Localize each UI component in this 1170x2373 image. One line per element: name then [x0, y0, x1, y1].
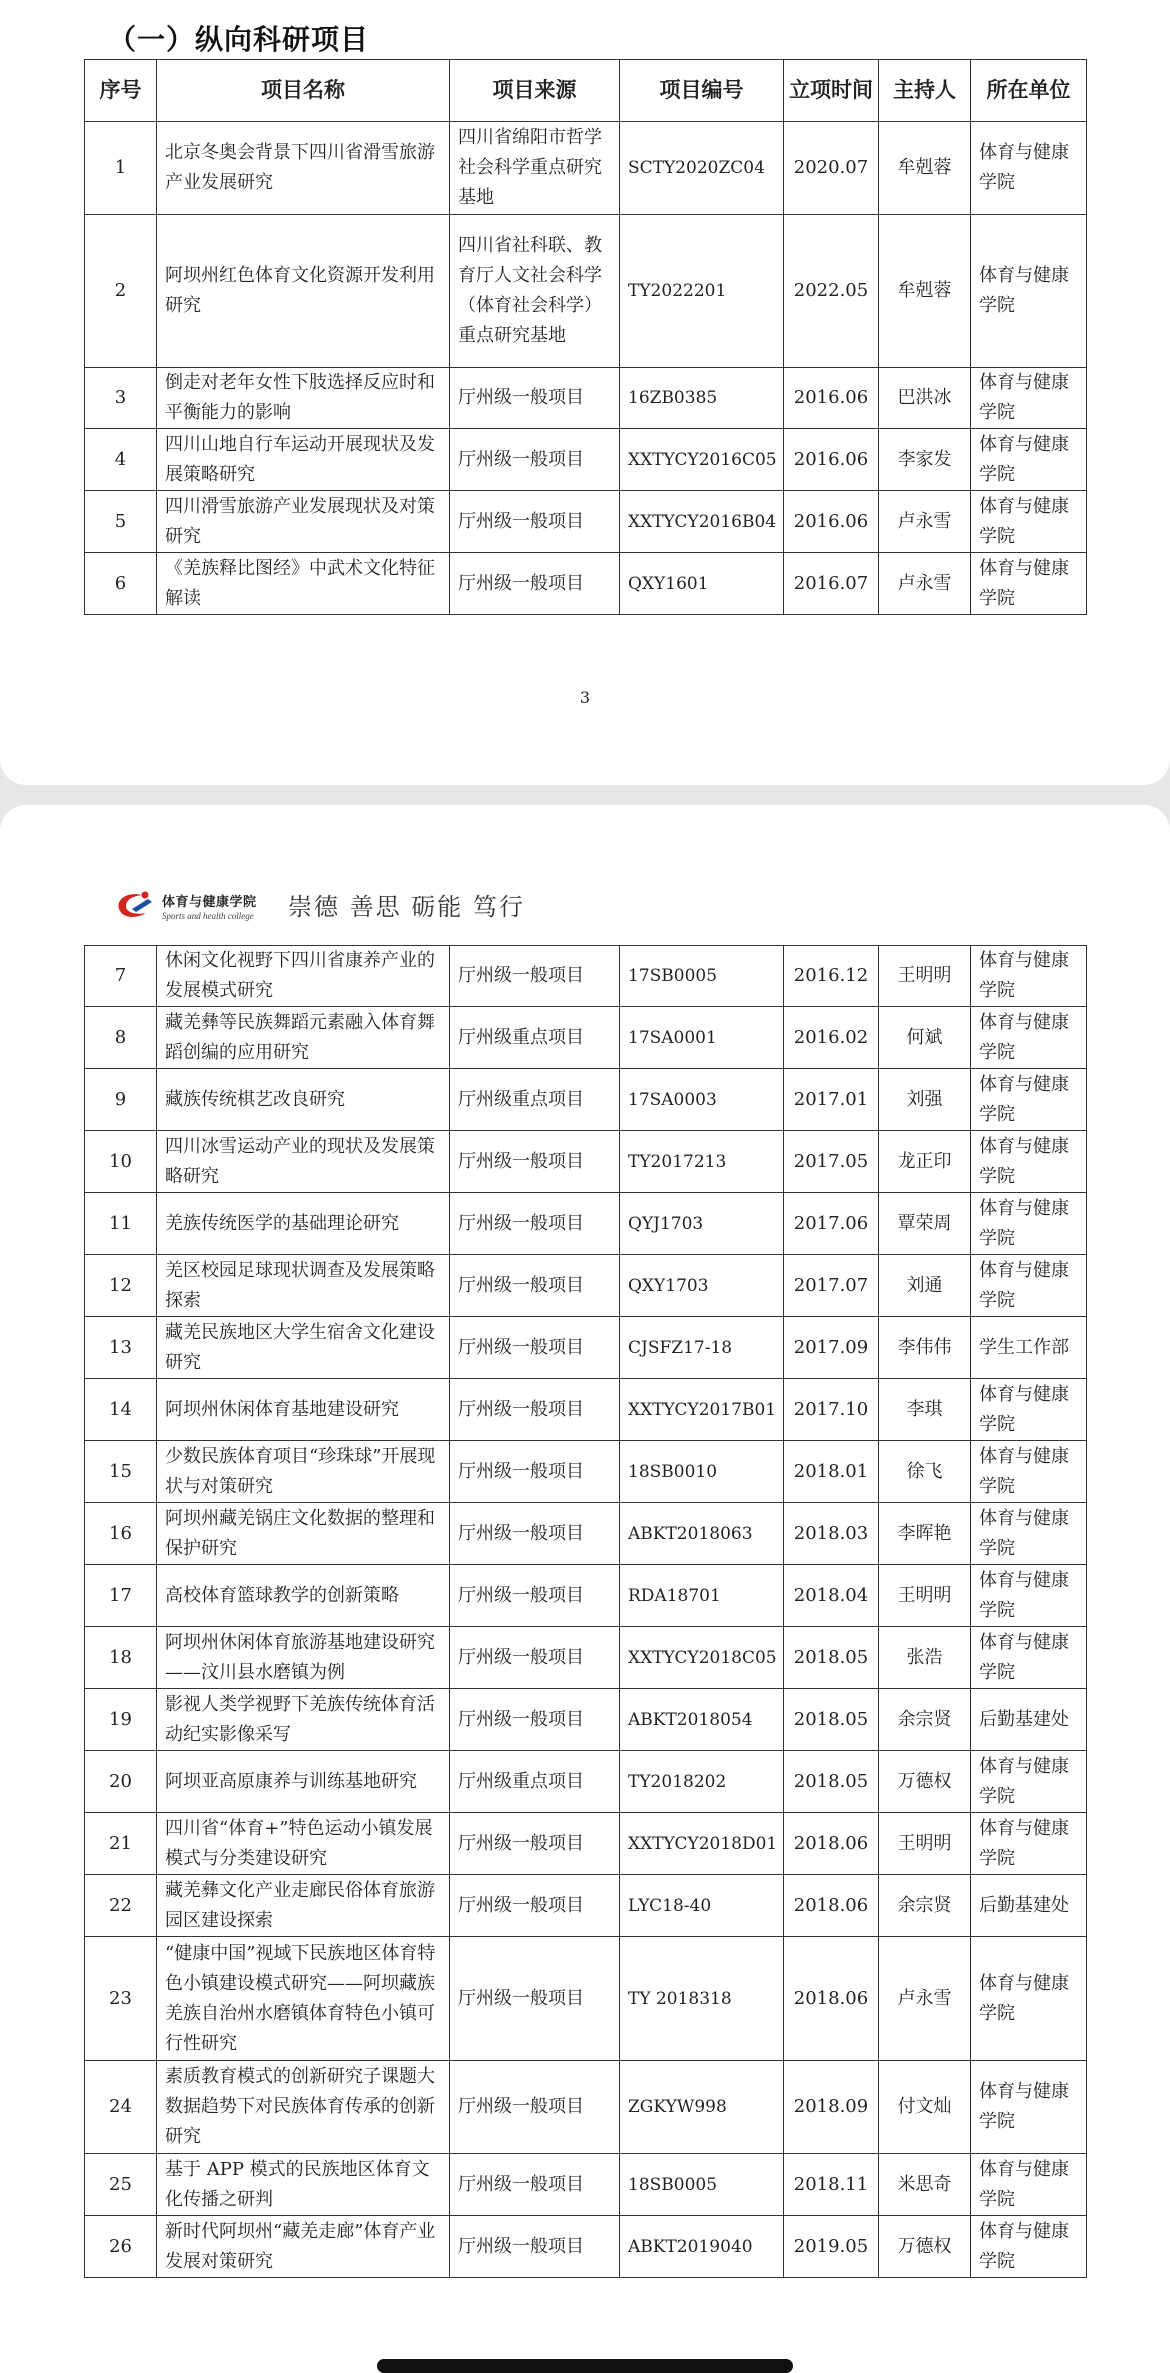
cell-project-name: 阿坝州休闲体育基地建设研究 [157, 1379, 450, 1441]
cell-date: 2019.05 [784, 2216, 879, 2278]
document-page-2 [0, 805, 1170, 2373]
cell-unit: 体育与健康学院 [971, 553, 1087, 615]
cell-host: 卢永雪 [879, 491, 971, 553]
cell-date: 2017.05 [784, 1131, 879, 1193]
cell-no: 25 [85, 2154, 157, 2216]
cell-unit: 体育与健康学院 [971, 1565, 1087, 1627]
cell-unit: 体育与健康学院 [971, 1255, 1087, 1317]
cell-unit: 体育与健康学院 [971, 2061, 1087, 2154]
cell-no: 15 [85, 1441, 157, 1503]
cell-code: TY2017213 [620, 1131, 784, 1193]
cell-project-name: 四川山地自行车运动开展现状及发展策略研究 [157, 429, 450, 491]
cell-no: 21 [85, 1813, 157, 1875]
cell-host: 王明明 [879, 1565, 971, 1627]
table-row [85, 1813, 1087, 1875]
cell-no: 5 [85, 491, 157, 553]
cell-project-name: 藏族传统棋艺改良研究 [157, 1069, 450, 1131]
cell-unit: 体育与健康学院 [971, 1937, 1087, 2061]
cell-source: 厅州级一般项目 [450, 2154, 620, 2216]
table-row [85, 429, 1087, 491]
cell-host: 卢永雪 [879, 1937, 971, 2061]
cell-code: TY2018202 [620, 1751, 784, 1813]
cell-host: 徐飞 [879, 1441, 971, 1503]
cell-no: 26 [85, 2216, 157, 2278]
cell-project-name: 少数民族体育项目“珍珠球”开展现状与对策研究 [157, 1441, 450, 1503]
cell-code: XXTYCY2018C05 [620, 1627, 784, 1689]
cell-unit: 体育与健康学院 [971, 215, 1087, 368]
cell-project-name: 阿坝亚高原康养与训练基地研究 [157, 1751, 450, 1813]
header-name: 项目名称 [157, 60, 450, 122]
cell-code: ABKT2018054 [620, 1689, 784, 1751]
header-source: 项目来源 [450, 60, 620, 122]
cell-project-name: 藏羌彝文化产业走廊民俗体育旅游园区建设探索 [157, 1875, 450, 1937]
cell-host: 刘强 [879, 1069, 971, 1131]
cell-no: 17 [85, 1565, 157, 1627]
cell-date: 2018.05 [784, 1689, 879, 1751]
cell-code: TY 2018318 [620, 1937, 784, 2061]
cell-no: 8 [85, 1007, 157, 1069]
cell-project-name: 北京冬奥会背景下四川省滑雪旅游产业发展研究 [157, 122, 450, 215]
home-indicator[interactable] [377, 2359, 793, 2373]
cell-source: 厅州级一般项目 [450, 429, 620, 491]
cell-date: 2017.10 [784, 1379, 879, 1441]
cell-source: 厅州级一般项目 [450, 491, 620, 553]
cell-host: 牟剋蓉 [879, 122, 971, 215]
cell-project-name: 羌族传统医学的基础理论研究 [157, 1193, 450, 1255]
cell-project-name: 倒走对老年女性下肢选择反应时和平衡能力的影响 [157, 368, 450, 429]
cell-unit: 体育与健康学院 [971, 2216, 1087, 2278]
cell-host: 张浩 [879, 1627, 971, 1689]
table-row [85, 1317, 1087, 1379]
cell-no: 3 [85, 368, 157, 429]
cell-unit: 体育与健康学院 [971, 1441, 1087, 1503]
cell-code: 16ZB0385 [620, 368, 784, 429]
table-row [85, 368, 1087, 429]
cell-project-name: 阿坝州休闲体育旅游基地建设研究——汶川县水磨镇为例 [157, 1627, 450, 1689]
cell-unit: 体育与健康学院 [971, 1503, 1087, 1565]
cell-code: ABKT2018063 [620, 1503, 784, 1565]
cell-host: 余宗贤 [879, 1875, 971, 1937]
cell-source: 厅州级一般项目 [450, 1317, 620, 1379]
cell-unit: 体育与健康学院 [971, 1131, 1087, 1193]
table-row [85, 2216, 1087, 2278]
header-code: 项目编号 [620, 60, 784, 122]
section-title: （一）纵向科研项目 [108, 23, 370, 56]
table-row [85, 1255, 1087, 1317]
cell-source: 厅州级一般项目 [450, 1875, 620, 1937]
cell-project-name: 新时代阿坝州“藏羌走廊”体育产业发展对策研究 [157, 2216, 450, 2278]
cell-code: TY2022201 [620, 215, 784, 368]
cell-no: 19 [85, 1689, 157, 1751]
table-row [85, 1937, 1087, 2061]
college-motto: 崇德 善思 砺能 笃行 [288, 893, 525, 921]
table-row [85, 1689, 1087, 1751]
cell-code: RDA18701 [620, 1565, 784, 1627]
cell-code: 17SA0001 [620, 1007, 784, 1069]
cell-host: 万德权 [879, 2216, 971, 2278]
cell-no: 24 [85, 2061, 157, 2154]
cell-code: QYJ1703 [620, 1193, 784, 1255]
cell-project-name: 四川省“体育+”特色运动小镇发展模式与分类建设研究 [157, 1813, 450, 1875]
table-row [85, 1751, 1087, 1813]
cell-source: 厅州级一般项目 [450, 1627, 620, 1689]
table-row [85, 1503, 1087, 1565]
cell-no: 4 [85, 429, 157, 491]
cell-unit: 学生工作部 [971, 1317, 1087, 1379]
cell-source: 厅州级一般项目 [450, 1193, 620, 1255]
cell-project-name: 四川滑雪旅游产业发展现状及对策研究 [157, 491, 450, 553]
cell-project-name: 四川冰雪运动产业的现状及发展策略研究 [157, 1131, 450, 1193]
cell-source: 厅州级一般项目 [450, 1565, 620, 1627]
cell-host: 王明明 [879, 1813, 971, 1875]
cell-code: QXY1703 [620, 1255, 784, 1317]
header-no: 序号 [85, 60, 157, 122]
cell-no: 1 [85, 122, 157, 215]
college-logo-text [162, 891, 257, 921]
cell-date: 2018.11 [784, 2154, 879, 2216]
cell-source: 厅州级一般项目 [450, 1503, 620, 1565]
cell-source: 厅州级一般项目 [450, 1255, 620, 1317]
table-row [85, 1627, 1087, 1689]
cell-code: XXTYCY2016C05 [620, 429, 784, 491]
cell-no: 13 [85, 1317, 157, 1379]
cell-date: 2016.07 [784, 553, 879, 615]
cell-project-name: 阿坝州红色体育文化资源开发利用研究 [157, 215, 450, 368]
cell-source: 厅州级重点项目 [450, 1007, 620, 1069]
cell-project-name: 《羌族释比图经》中武术文化特征解读 [157, 553, 450, 615]
table-row [85, 1565, 1087, 1627]
cell-project-name: “健康中国”视域下民族地区体育特色小镇建设模式研究——阿坝藏族羌族自治州水磨镇体育特色小镇可行性研究 [157, 1937, 450, 2061]
table-row [85, 1875, 1087, 1937]
cell-date: 2017.07 [784, 1255, 879, 1317]
cell-project-name: 藏羌彝等民族舞蹈元素融入体育舞蹈创编的应用研究 [157, 1007, 450, 1069]
cell-source: 厅州级一般项目 [450, 1379, 620, 1441]
cell-unit: 体育与健康学院 [971, 1627, 1087, 1689]
cell-host: 卢永雪 [879, 553, 971, 615]
cell-code: XXTYCY2016B04 [620, 491, 784, 553]
cell-no: 9 [85, 1069, 157, 1131]
projects-table-part-2 [84, 945, 1087, 2278]
document-page-1 [0, 0, 1170, 785]
cell-date: 2018.09 [784, 2061, 879, 2154]
cell-source: 厅州级一般项目 [450, 2061, 620, 2154]
cell-unit: 体育与健康学院 [971, 2154, 1087, 2216]
cell-no: 7 [85, 946, 157, 1007]
cell-code: QXY1601 [620, 553, 784, 615]
cell-host: 李晖艳 [879, 1503, 971, 1565]
cell-host: 何斌 [879, 1007, 971, 1069]
table-row [85, 2154, 1087, 2216]
table-row [85, 1131, 1087, 1193]
cell-project-name: 藏羌民族地区大学生宿舍文化建设研究 [157, 1317, 450, 1379]
cell-project-name: 基于 APP 模式的民族地区体育文化传播之研判 [157, 2154, 450, 2216]
header-date: 立项时间 [784, 60, 879, 122]
cell-project-name: 羌区校园足球现状调查及发展策略探索 [157, 1255, 450, 1317]
cell-no: 6 [85, 553, 157, 615]
cell-date: 2018.01 [784, 1441, 879, 1503]
cell-date: 2018.06 [784, 1937, 879, 2061]
cell-host: 覃荣周 [879, 1193, 971, 1255]
cell-date: 2022.05 [784, 215, 879, 368]
cell-source: 厅州级一般项目 [450, 1813, 620, 1875]
table-header-row [85, 60, 1087, 122]
cell-unit: 体育与健康学院 [971, 429, 1087, 491]
header-host: 主持人 [879, 60, 971, 122]
cell-no: 22 [85, 1875, 157, 1937]
cell-host: 李伟伟 [879, 1317, 971, 1379]
cell-project-name: 阿坝州藏羌锅庄文化数据的整理和保护研究 [157, 1503, 450, 1565]
cell-host: 刘通 [879, 1255, 971, 1317]
cell-no: 14 [85, 1379, 157, 1441]
cell-no: 10 [85, 1131, 157, 1193]
cell-date: 2017.01 [784, 1069, 879, 1131]
cell-host: 龙正印 [879, 1131, 971, 1193]
cell-host: 米思奇 [879, 2154, 971, 2216]
cell-date: 2017.06 [784, 1193, 879, 1255]
cell-unit: 体育与健康学院 [971, 368, 1087, 429]
cell-project-name: 影视人类学视野下羌族传统体育活动纪实影像采写 [157, 1689, 450, 1751]
cell-code: 17SB0005 [620, 946, 784, 1007]
cell-date: 2018.05 [784, 1751, 879, 1813]
cell-no: 18 [85, 1627, 157, 1689]
cell-code: ABKT2019040 [620, 2216, 784, 2278]
cell-source: 厅州级一般项目 [450, 1131, 620, 1193]
cell-source: 厅州级一般项目 [450, 1937, 620, 2061]
table-row [85, 1007, 1087, 1069]
cell-no: 12 [85, 1255, 157, 1317]
cell-unit: 体育与健康学院 [971, 1751, 1087, 1813]
cell-code: XXTYCY2017B01 [620, 1379, 784, 1441]
cell-code: 17SA0003 [620, 1069, 784, 1131]
cell-date: 2016.06 [784, 368, 879, 429]
page-number: 3 [579, 688, 591, 707]
cell-no: 16 [85, 1503, 157, 1565]
cell-date: 2018.05 [784, 1627, 879, 1689]
cell-code: XXTYCY2018D01 [620, 1813, 784, 1875]
cell-no: 2 [85, 215, 157, 368]
cell-host: 万德权 [879, 1751, 971, 1813]
cell-host: 付文灿 [879, 2061, 971, 2154]
cell-host: 牟剋蓉 [879, 215, 971, 368]
cell-date: 2016.02 [784, 1007, 879, 1069]
cell-code: CJSFZ17-18 [620, 1317, 784, 1379]
table-row [85, 215, 1087, 368]
cell-unit: 后勤基建处 [971, 1875, 1087, 1937]
cell-source: 厅州级一般项目 [450, 1689, 620, 1751]
cell-date: 2016.12 [784, 946, 879, 1007]
cell-no: 20 [85, 1751, 157, 1813]
cell-host: 李家发 [879, 429, 971, 491]
cell-unit: 体育与健康学院 [971, 1193, 1087, 1255]
cell-source: 四川省绵阳市哲学社会科学重点研究基地 [450, 122, 620, 215]
cell-project-name: 素质教育模式的创新研究子课题大数据趋势下对民族体育传承的创新研究 [157, 2061, 450, 2154]
cell-date: 2018.06 [784, 1813, 879, 1875]
cell-no: 23 [85, 1937, 157, 2061]
projects-table-part-1 [84, 59, 1087, 615]
table-row [85, 1441, 1087, 1503]
cell-date: 2018.04 [784, 1565, 879, 1627]
cell-unit: 体育与健康学院 [971, 122, 1087, 215]
cell-source: 厅州级一般项目 [450, 368, 620, 429]
cell-source: 厅州级一般项目 [450, 553, 620, 615]
college-name-en: Sports and health college [162, 911, 254, 921]
cell-source: 厅州级一般项目 [450, 2216, 620, 2278]
cell-host: 余宗贤 [879, 1689, 971, 1751]
cell-project-name: 休闲文化视野下四川省康养产业的发展模式研究 [157, 946, 450, 1007]
cell-source: 厅州级重点项目 [450, 1069, 620, 1131]
cell-date: 2020.07 [784, 122, 879, 215]
header-unit: 所在单位 [971, 60, 1087, 122]
cell-source: 四川省社科联、教育厅人文社会科学（体育社会科学）重点研究基地 [450, 215, 620, 368]
cell-host: 李琪 [879, 1379, 971, 1441]
cell-date: 2016.06 [784, 491, 879, 553]
table-row [85, 946, 1087, 1007]
cell-date: 2018.03 [784, 1503, 879, 1565]
cell-source: 厅州级一般项目 [450, 1441, 620, 1503]
cell-unit: 体育与健康学院 [971, 491, 1087, 553]
cell-source: 厅州级重点项目 [450, 1751, 620, 1813]
cell-code: 18SB0005 [620, 2154, 784, 2216]
cell-unit: 体育与健康学院 [971, 1813, 1087, 1875]
cell-project-name: 高校体育篮球教学的创新策略 [157, 1565, 450, 1627]
cell-unit: 体育与健康学院 [971, 1069, 1087, 1131]
cell-host: 王明明 [879, 946, 971, 1007]
table-row [85, 1193, 1087, 1255]
table-row [85, 122, 1087, 215]
cell-date: 2016.06 [784, 429, 879, 491]
table-row [85, 1069, 1087, 1131]
table-row [85, 553, 1087, 615]
cell-code: LYC18-40 [620, 1875, 784, 1937]
cell-unit: 体育与健康学院 [971, 946, 1087, 1007]
cell-date: 2018.06 [784, 1875, 879, 1937]
college-logo-icon [112, 889, 158, 923]
cell-host: 巴洪冰 [879, 368, 971, 429]
college-name-cn: 体育与健康学院 [162, 895, 257, 910]
cell-source: 厅州级一般项目 [450, 946, 620, 1007]
table-row [85, 491, 1087, 553]
cell-code: SCTY2020ZC04 [620, 122, 784, 215]
table-row [85, 1379, 1087, 1441]
cell-unit: 后勤基建处 [971, 1689, 1087, 1751]
cell-unit: 体育与健康学院 [971, 1007, 1087, 1069]
cell-code: ZGKYW998 [620, 2061, 784, 2154]
table-row [85, 2061, 1087, 2154]
cell-date: 2017.09 [784, 1317, 879, 1379]
cell-no: 11 [85, 1193, 157, 1255]
cell-unit: 体育与健康学院 [971, 1379, 1087, 1441]
cell-code: 18SB0010 [620, 1441, 784, 1503]
